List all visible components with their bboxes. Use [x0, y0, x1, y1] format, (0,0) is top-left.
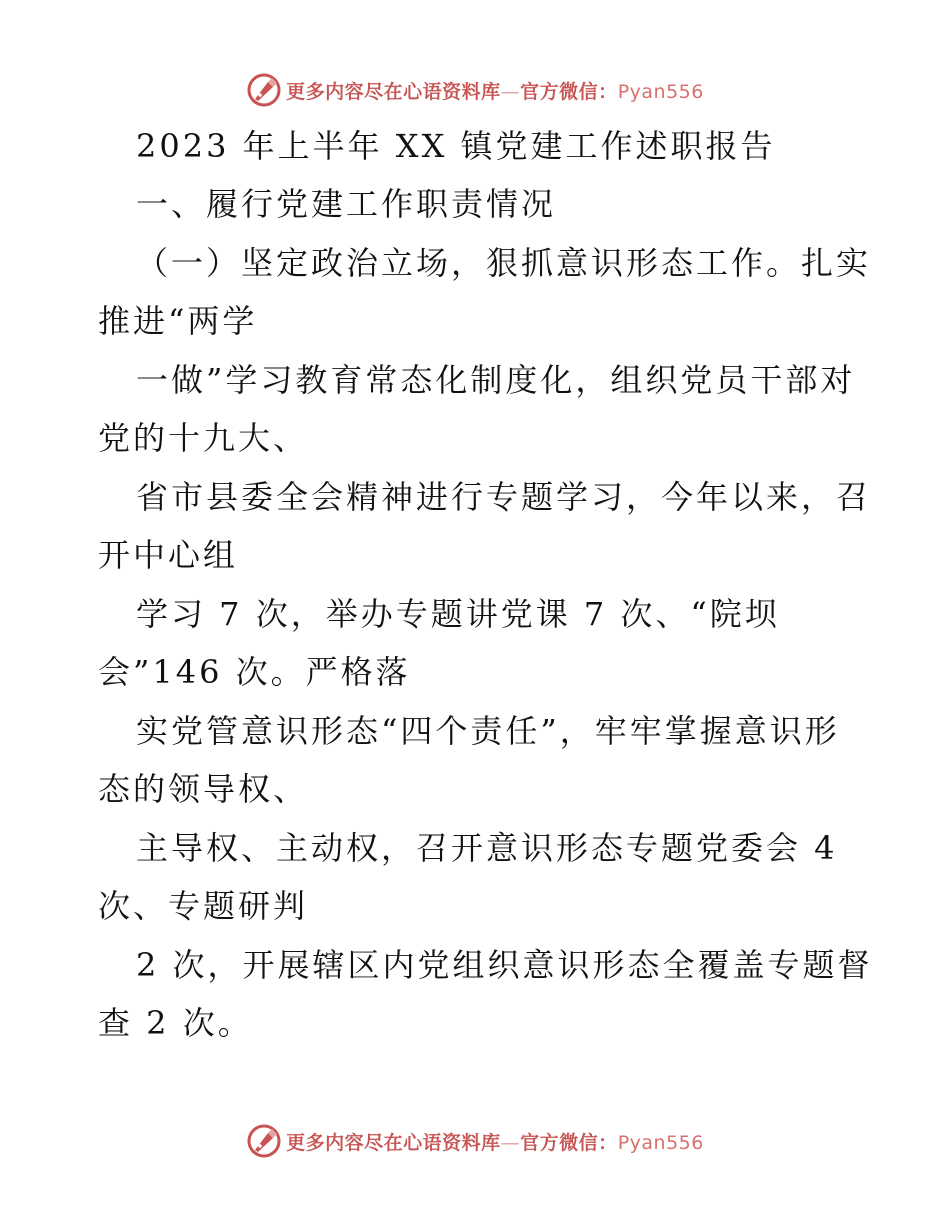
pen-nib-logo-icon: [246, 1123, 282, 1159]
watermark-separator: —: [500, 1131, 521, 1154]
watermark-text: [286, 77, 704, 104]
paragraph-line: 实党管意识形态“四个责任”，牢牢掌握意识形: [136, 712, 840, 750]
paragraph-line: 2 次，开展辖区内党组织意识形态全覆盖专题督: [136, 946, 873, 984]
paragraph-line: 次、专题研判: [98, 887, 309, 925]
document-title: 2023 年上半年 XX 镇党建工作述职报告: [136, 127, 776, 165]
paragraph-line: 会”146 次。严格落: [98, 653, 411, 691]
paragraph-line: 党的十九大、: [98, 419, 309, 457]
paragraph-line: 省市县委全会精神进行专题学习，今年以来，召: [136, 478, 872, 516]
paragraph-line: 学习 7 次，举办专题讲党课 7 次、“院坝: [136, 595, 780, 633]
paragraph-line: 主导权、主动权，召开意识形态专题党委会 4: [136, 829, 838, 867]
paragraph-line: 一做”学习教育常态化制度化，组织党员干部对: [136, 361, 856, 399]
paragraph-line: 开中心组: [98, 536, 239, 574]
pen-nib-logo-icon: [246, 72, 282, 108]
watermark-label: 官方微信：: [520, 80, 618, 103]
watermark-account: Pyan556: [617, 80, 704, 103]
paragraph-line: 推进“两学: [98, 302, 258, 340]
paragraph-line: 查 2 次。: [98, 1004, 253, 1042]
footer-watermark: [0, 1121, 950, 1161]
watermark-account: Pyan556: [617, 1131, 704, 1154]
paragraph-line: 态的领导权、: [98, 770, 309, 808]
section-heading: 一、履行党建工作职责情况: [136, 185, 557, 223]
watermark-label: 官方微信：: [520, 1131, 618, 1154]
header-watermark: [0, 70, 950, 110]
watermark-site: 更多内容尽在心语资料库: [286, 80, 501, 103]
watermark-site: 更多内容尽在心语资料库: [286, 1131, 501, 1154]
watermark-text: [286, 1128, 704, 1155]
watermark-separator: —: [500, 80, 521, 103]
paragraph-line: （一）坚定政治立场，狠抓意识形态工作。扎实: [136, 244, 872, 282]
